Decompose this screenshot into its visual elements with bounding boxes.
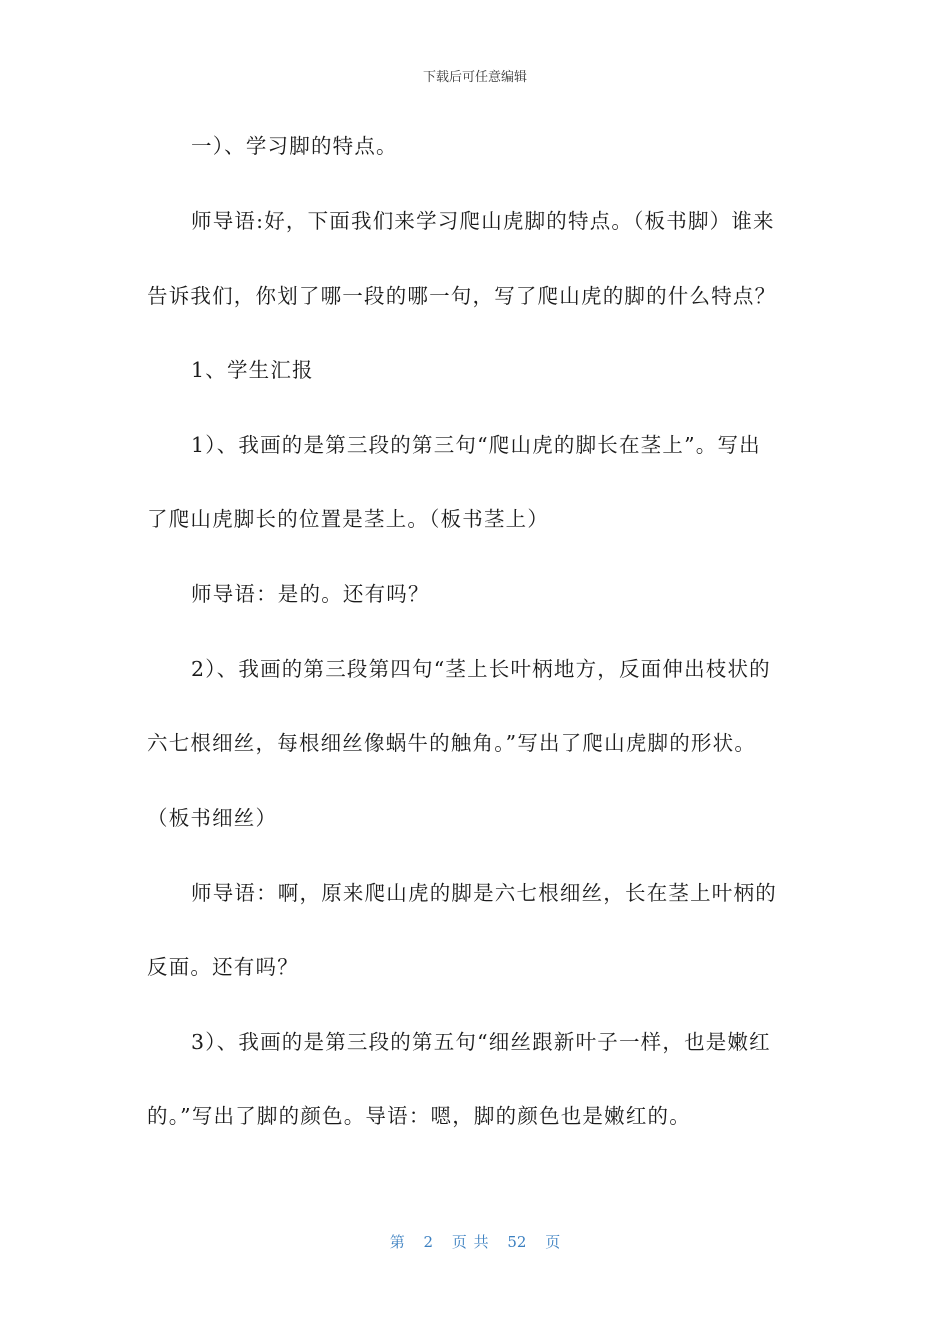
section-heading: 一）、学习脚的特点。: [191, 134, 398, 158]
paragraph-line: 了爬山虎脚长的位置是茎上。（板书茎上）: [147, 507, 550, 531]
footer-middle: 页 共: [451, 1233, 489, 1251]
paragraph-line: （板书细丝）: [147, 806, 278, 830]
paragraph-line: 反面。还有吗？: [147, 955, 299, 979]
footer-total-pages: 52: [507, 1233, 527, 1251]
paragraph-line: 2）、我画的第三段第四句“茎上长叶柄地方，反面伸出枝状的: [191, 657, 771, 681]
paragraph-line: 师导语：啊，原来爬山虎的脚是六七根细丝，长在茎上叶柄的: [191, 881, 777, 905]
paragraph-line: 师导语：是的。还有吗？: [191, 582, 430, 606]
paragraph-line: 1）、我画的是第三段的第三句“爬山虎的脚长在茎上”。写出: [191, 433, 761, 457]
page-footer: [0, 1231, 950, 1252]
page-header: 下载后可任意编辑: [422, 70, 527, 85]
paragraph-line: 六七根细丝，每根细丝像蜗牛的触角。”写出了爬山虎脚的形状。: [147, 731, 757, 755]
footer-page-number: 2: [423, 1233, 434, 1251]
paragraph-line: 告诉我们，你划了哪一段的哪一句，写了爬山虎的脚的什么特点？: [147, 284, 777, 308]
paragraph-line: 的。”写出了脚的颜色。导语：嗯，脚的颜色也是嫩红的。: [147, 1104, 691, 1128]
paragraph-line: 3）、我画的是第三段的第五句“细丝跟新叶子一样，也是嫩红: [191, 1030, 771, 1054]
footer-prefix: 第: [389, 1233, 405, 1251]
paragraph-line: 师导语:好，下面我们来学习爬山虎脚的特点。（板书脚）谁来: [191, 209, 775, 233]
paragraph-line: 1、学生汇报: [191, 358, 314, 382]
footer-suffix: 页: [545, 1233, 561, 1251]
